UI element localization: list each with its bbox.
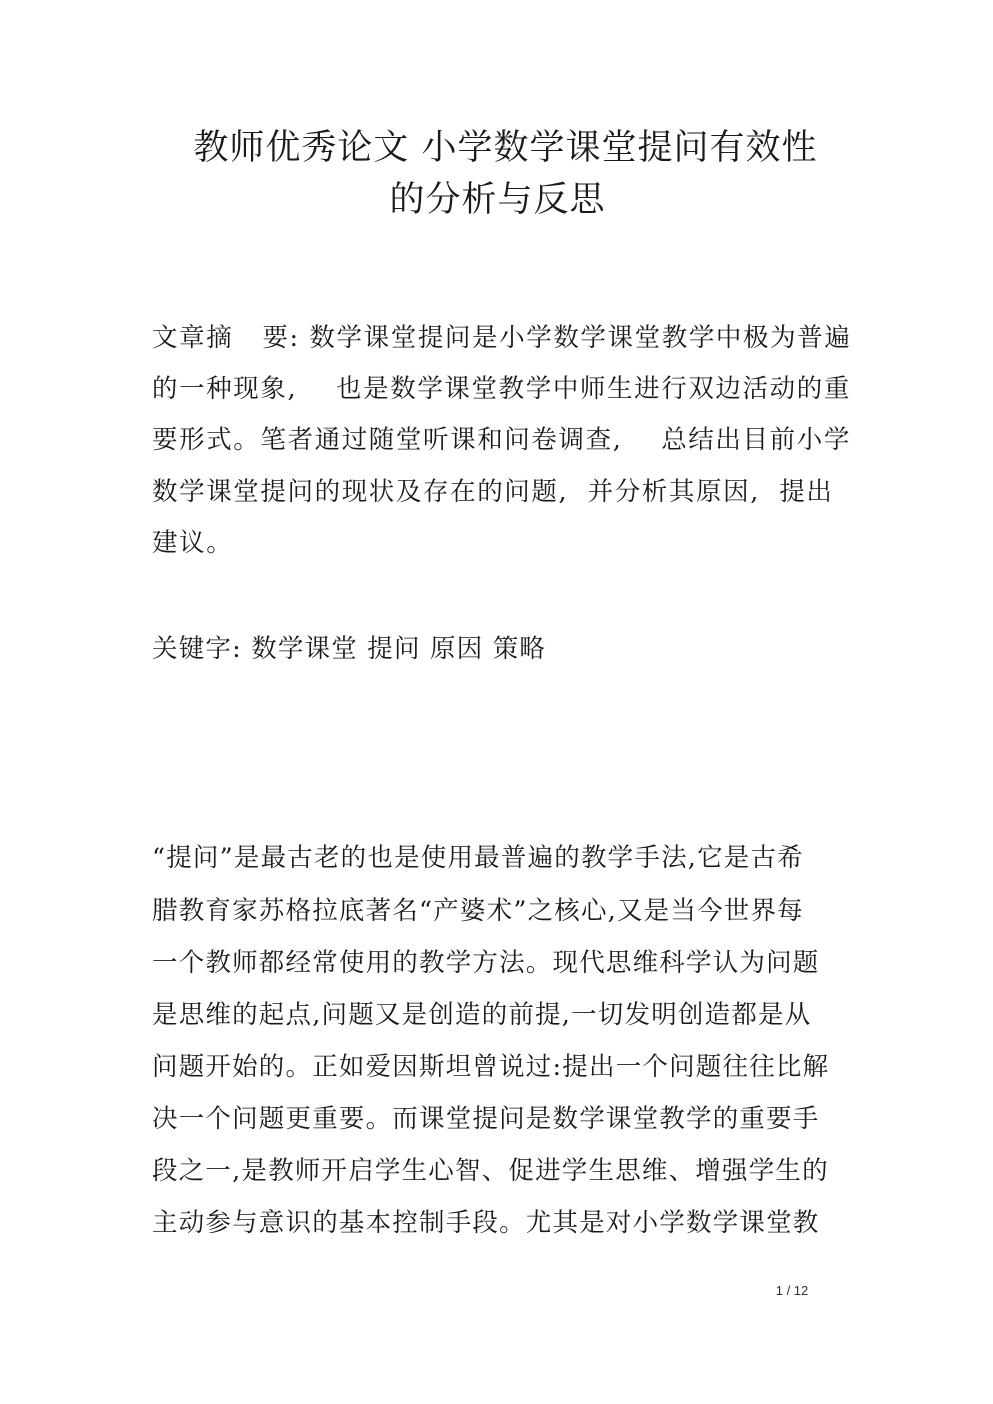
body-line: 主动参与意识的基本控制手段。尤其是对小学数学课堂教 bbox=[152, 1208, 820, 1238]
abstract-line: 要形式。笔者通过随堂听课和问卷调查, 总结出目前小学 bbox=[152, 425, 851, 455]
abstract-line: 的一种现象, 也是数学课堂教学中师生进行双边活动的重 bbox=[152, 374, 851, 404]
body-line: “提问”是最古老的也是使用最普遍的教学手法,它是古希 bbox=[152, 843, 804, 873]
keywords-line: 关键字: 数学课堂 提问 原因 策略 bbox=[152, 634, 547, 664]
body-line: 段之一,是教师开启学生心智、促进学生思维、增强学生的 bbox=[152, 1156, 829, 1186]
body-line: 决一个问题更重要。而课堂提问是数学课堂教学的重要手 bbox=[152, 1104, 820, 1134]
body-line: 是思维的起点,问题又是创造的前提,一切发明创造都是从 bbox=[152, 1000, 812, 1030]
page-number: 1 / 12 bbox=[775, 1283, 809, 1298]
body-line: 腊教育家苏格拉底著名“产婆术”之核心,又是当今世界每 bbox=[152, 896, 804, 926]
abstract-line: 文章摘 要: 数学课堂提问是小学数学课堂教学中极为普遍 bbox=[152, 323, 852, 353]
document-title-line-2: 的分析与反思 bbox=[389, 180, 606, 220]
document-title-line-1: 教师优秀论文 小学数学课堂提问有效性 bbox=[193, 128, 818, 168]
body-line: 一个教师都经常使用的教学方法。现代思维科学认为问题 bbox=[152, 948, 820, 978]
abstract-line: 数学课堂提问的现状及存在的问题, 并分析其原因, 提出 bbox=[152, 477, 834, 507]
body-line: 问题开始的。正如爱因斯坦曾说过:提出一个问题往往比解 bbox=[152, 1052, 830, 1082]
abstract-line: 建议。 bbox=[152, 528, 234, 558]
